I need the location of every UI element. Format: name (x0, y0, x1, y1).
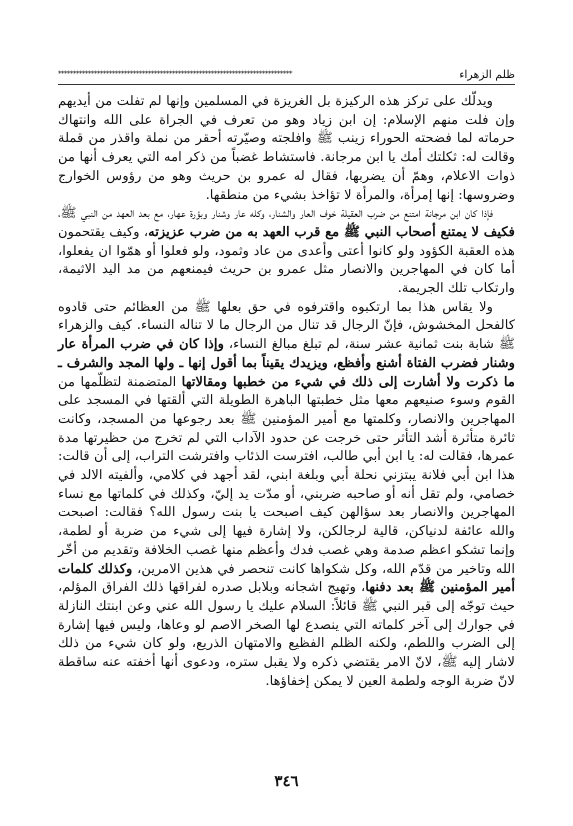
paragraph (58, 205, 515, 299)
header-title: ظلم الزهراء (459, 68, 515, 81)
bold-text-run: وإذا كان في ضرب المرأة عار وشنار فضرب الفتاة أشنع وأفظع، ويزيدك يقيناً بما أقول إنها ـ ولها المجد والشرف ـ ما ذكرت ولا أشارت إلى ذلك في شيء من خطبها ومقالاتها (58, 337, 515, 390)
paragraph (58, 93, 515, 205)
page-number: ٣٤٦ (274, 772, 299, 790)
body-text (58, 93, 515, 692)
text-run: ، وكيف يقتحمون هذه العقبة الكؤود ولو كانوا أعتى وأعدى من عاد وثمود، ولو فعلوا أو همّوا ان يفعلوا، أما كان في المهاجرين والانصار مثل عمرو بن حريث فيمنعهم من مد اليد الاثيمة، وارتكاب تلك الجريمة. (58, 224, 515, 297)
text-run: فإذا كان ابن مرجانة امتنع من ضرب العقيلة خوف العار والشنار، وكله عار وشنار وبؤرة عهار، مع بعد العهد من النبي ﷺ، (58, 206, 493, 222)
text-run: ويدلّك على تركز هذه الركيزة بل الغريزة في المسلمين وإنها لم تفلت من أيديهم وإن فلت منهم الإسلام: إن ابن زياد وهو من تعرف في الجراة على الله وانتهاك حرماته لما فضحته الحوراء زينب ﷺ وافلجته وصيّرته أحقر من نملة واقذر من قملة وقالت له: ثكلتك أمك يا ابن مرجانة. فاستشاط غضباً من ذكر امه التي يعرف أنها من ذوات الاعلام، وهمّ أن يضربها، فقال له عمرو بن حريث وهو من رؤوس الخوارج وضروسها: إنها إمرأة، والمرأة لا تؤاخذ بشيء من منطقها. (58, 94, 515, 203)
header-rule (58, 84, 515, 85)
running-header (58, 68, 515, 88)
text-run: المتضمنة لتظلّمها من القوم وسوء صنيعهم معها مثل خطبتها الباهرة الطويلة التي ألقتها في المسجد على المهاجرين والانصار، وكلمتها مع أمير المؤمنين ﷺ بعد رجوعها من المسجد، وكانت ثائرة متأثرة أشد التأثر حتى خرجت عن حدود الآداب التي لم تخرج من حظيرتها مدة عمرها، فقالت له: يا ابن أبي طالب، افترست الذئاب وافترشت التراب، إلى أن قالت: هذا ابن أبي فلانة يبتزني نحلة أبي وبلغة ابني، لقد أجهد في كلامي، وألفيته الالد في خصامي، ولم تقل أنه أو صاحبه ضربني، أو مدّت يد إليّ، وكذلك في كلماتها مع نساء المهاجرين والانصار بعد سؤالهن كيف اصبحت يا بنت رسول الله؟ فقالت: اصبحت والله عائفة لدنياكن، قالية لرجالكن، ولا إشارة فيها إلى شيء من ضربة أو لطمة، وإنما تشكو اعظم صدمة وهي غصب فدك وأعظم منها غصب الخلافة وتقديم من أخّر الله وتاخير من قدّم الله، وكل شكواها كانت تنحصر في هذين الامرين، (58, 374, 515, 577)
bold-text-run: فكيف لا يمتنع أصحاب النبي ﷺ مع قرب العهد به من ضرب عزيزته (148, 224, 515, 240)
bold-text-run: وكذلك كلمات أمير المؤمنين ﷺ بعد دفنها (58, 561, 515, 596)
header-ornament: ****************************************************************************** (58, 70, 292, 78)
paragraph (58, 299, 515, 692)
text-run: ولا يقاس هذا بما ارتكبوه واقترفوه في حق بعلها ﷺ من العظائم حتى قادوه كالفحل المخشوش، فإنّ الرجال قد تنال من الرجال ما لا تناله النساء. كيف والزهراء ﷺ شابة بنت ثمانية عشر سنة، لم تبلغ مبالغ النساء، (58, 299, 515, 353)
text-run: ، وتهيج اشجانه وبلابل صدره لفراقها ذلك الفراق المؤلم، حيث توجّه إلى قبر النبي ﷺ قائلاً: السلام عليك يا رسول الله عني وعن ابنتك النازلة في جوارك إلى آخر كلماته التي ينصدع لها الصخر الاصم لو وعاها، وليس فيها إشارة إلى الضرب واللطم، ولكنه الظلم الفظيع والامتهان الذريع، ولو كان شيء من ذلك لاشار إليه ﷺ، لانّ الامر يقتضي ذكره ولا يقبل ستره، ودعوى أنها أخفته عنه ساقطة لانّ ضربة الوجه ولطمة العين لا يمكن إخفاؤها. (58, 580, 515, 689)
